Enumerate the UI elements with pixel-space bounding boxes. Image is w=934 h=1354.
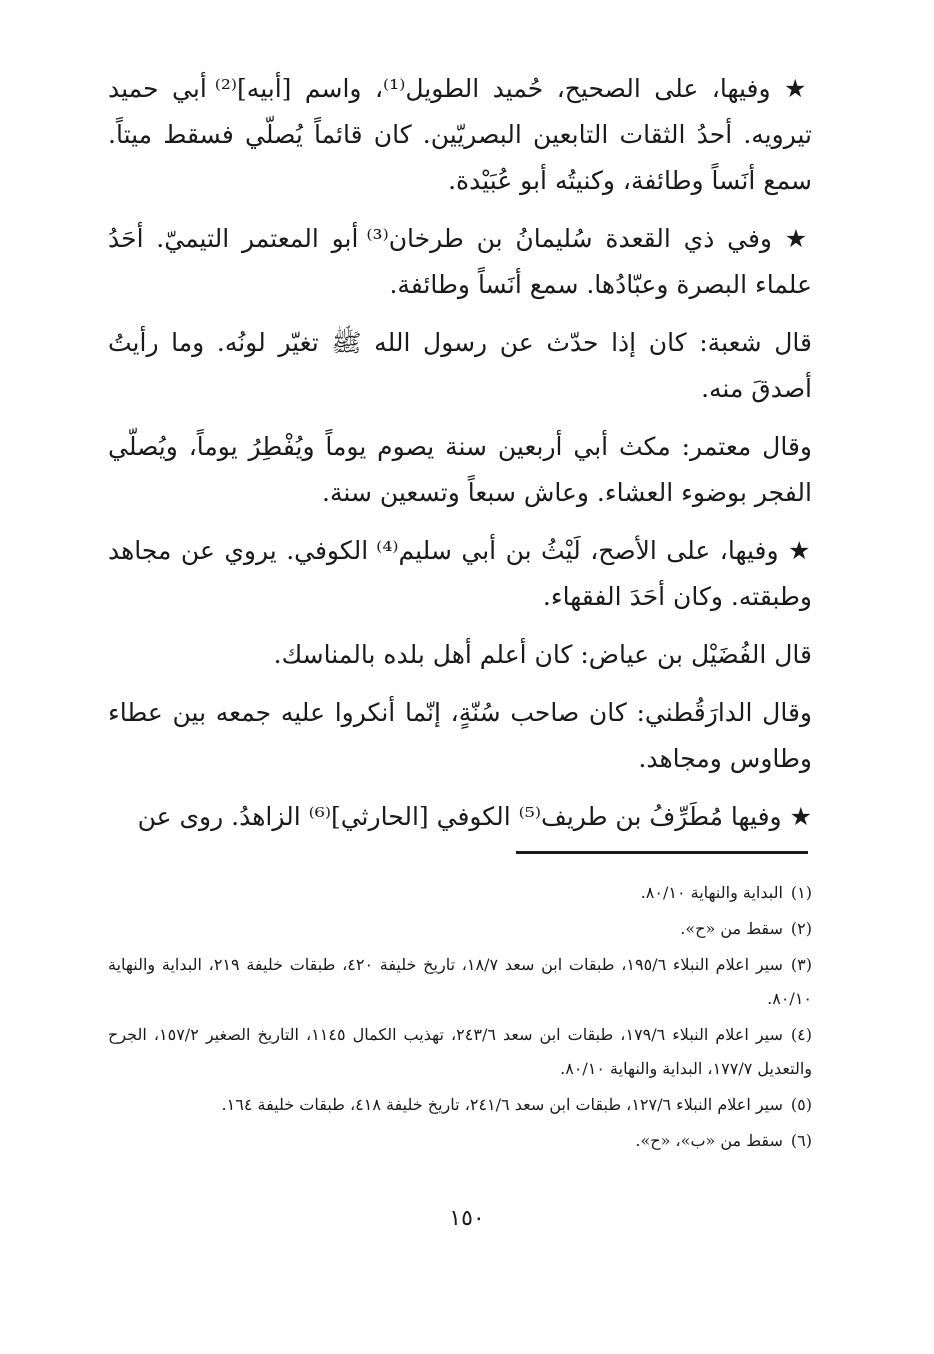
footnote-number: (٣) [790,955,813,974]
footnote-1 [108,876,812,910]
footnote-text: سير اعلام النبلاء ١٧٩/٦، طبقات ابن سعد ٢٤٣/٦، تهذيب الكمال ١١٤٥، التاريخ الصغير ١٥٧/٢، الجرح والتعديل ١٧٧/٧، البداية والنهاية ٨٠/١٠. [108,1025,812,1078]
footnote-text: سقط من «ب»، «ح». [635,1131,783,1150]
paragraph-mutarrif: ★ وفيها مُطَرِّفُ بن طريف⁽⁵⁾ الكوفي [الحارثي]⁽⁶⁾ الزاهدُ. روى عن [137,802,812,831]
footnote-4 [108,1018,812,1086]
footnote-2 [108,912,812,946]
footnote-3 [108,948,812,1016]
paragraph-sulayman: ★ وفي ذي القعدة سُليمانُ بن طرخان⁽³⁾ أبو المعتمر التيميّ. أحَدُ علماء البصرة وعبّادُها. سمع أنَساً وطائفة. [108,224,812,299]
footnote-text: البداية والنهاية ٨٠/١٠. [640,883,783,902]
footnote-number: (٥) [790,1095,812,1114]
footnote-text: سقط من «ح». [680,919,783,938]
paragraph-fudayl-quote: قال الفُضَيْل بن عياض: كان أعلم أهل بلده بالمناسك. [273,640,812,669]
paragraph-humaid: ★ وفيها، على الصحيح، حُميد الطويل⁽¹⁾، واسم [أبيه]⁽²⁾ أبي حميد تيرويه. أحدُ الثقات التابعين البصريّين. كان قائماً يُصلّي فسقط ميتاً. سمع أنَساً وطائفة، وكنيتُه أبو عُبَيْدة. [108,74,812,195]
paragraph-mutamir-quote: وقال معتمر: مكث أبي أربعين سنة يصوم يوماً ويُفْطِرُ يوماً، ويُصلّي الفجر بوضوء العشاء. وعاش سبعاً وتسعين سنة. [108,432,812,507]
footnote-text: سير اعلام النبلاء ١٢٧/٦، طبقات ابن سعد ٢٤١/٦، تاريخ خليفة ٤١٨، طبقات خليفة ١٦٤. [221,1095,783,1114]
footnote-5 [108,1088,812,1122]
paragraph-layth: ★ وفيها، على الأصح، لَيْثُ بن أبي سليم⁽⁴⁾ الكوفي. يروي عن مجاهد وطبقته. وكان أحَدَ الفقهاء. [108,536,812,611]
paragraph-shuba-quote: قال شعبة: كان إذا حدّث عن رسول الله ﷺ تغيّر لونُه. وما رأيتُ أصدقَ منه. [108,328,812,403]
page-number: ١٥٠ [449,1206,485,1231]
footnote-6 [108,1124,812,1158]
main-text [108,66,812,852]
footnote-text: سير اعلام النبلاء ١٩٥/٦، طبقات ابن سعد ١٨/٧، تاريخ خليفة ٤٢٠، طبقات خليفة ٢١٩، البداية والنهاية ٨٠/١٠. [108,955,812,1008]
footnotes [108,876,812,1160]
paragraph-daraqutni-quote: وقال الدارَقُطني: كان صاحب سُنّةٍ، إنّما أنكروا عليه جمعه بين عطاء وطاوس ومجاهد. [108,698,812,773]
footnote-separator [516,851,808,854]
footnote-number: (٤) [790,1025,813,1044]
footnote-number: (١) [790,883,812,902]
footnote-number: (٢) [790,919,812,938]
footnote-number: (٦) [790,1131,812,1150]
